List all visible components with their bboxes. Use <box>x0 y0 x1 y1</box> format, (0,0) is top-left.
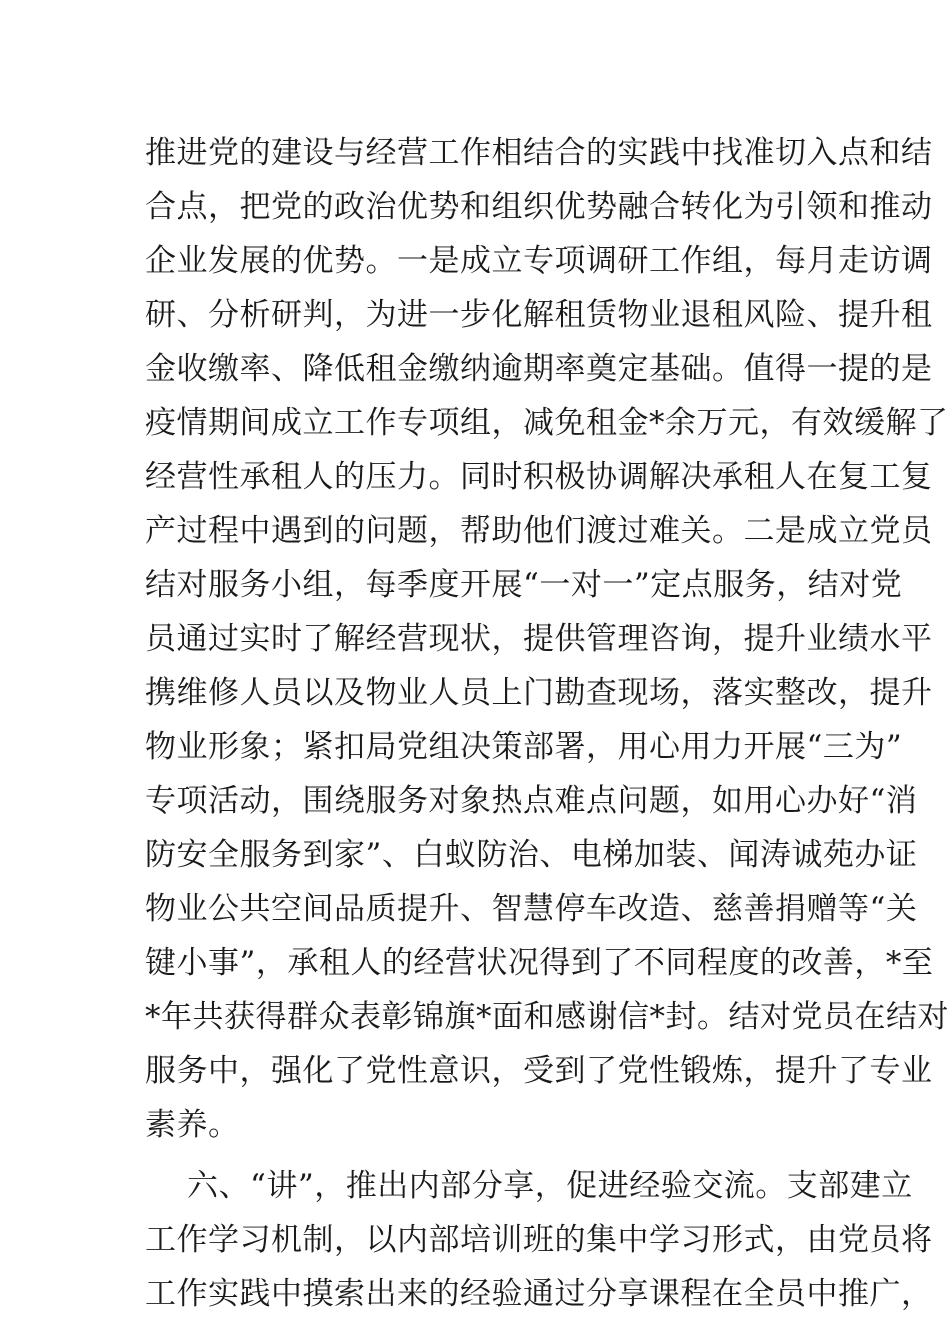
text-line-11: 携维修人员以及物业人员上门勘查现场，落实整改，提升 <box>145 675 933 711</box>
text-line-8: 产过程中遇到的问题，帮助他们渡过难关。二是成立党员 <box>145 513 933 549</box>
text-line-15: 物业公共空间品质提升、智慧停车改造、慈善捐赠等“关 <box>145 891 918 927</box>
text-line-7: 经营性承租人的压力。同时积极协调解决承租人在复工复 <box>145 459 933 495</box>
text-line-4: 研、分析研判，为进一步化解租赁物业退租风险、提升租 <box>145 297 933 333</box>
text-line-16: 键小事”，承租人的经营状况得到了不同程度的改善，*至 <box>145 945 934 981</box>
text-line-9: 结对服务小组，每季度开展“一对一”定点服务，结对党 <box>145 567 903 603</box>
text-line-13: 专项活动，围绕服务对象热点难点问题，如用心办好“消 <box>145 783 918 819</box>
text-line-14: 防安全服务到家”、白蚁防治、电梯加装、闻涛诚苑办证 <box>145 837 918 873</box>
text-line-3: 企业发展的优势。一是成立专项调研工作组，每月走访调 <box>145 243 933 279</box>
text-line-1: 推进党的建设与经营工作相结合的实践中找准切入点和结 <box>145 135 933 171</box>
text-line-10: 员通过实时了解经营现状，提供管理咨询，提升业绩水平 <box>145 621 933 657</box>
text-line-12: 物业形象；紧扣局党组决策部署，用心用力开展“三为” <box>145 729 903 765</box>
text-line-6: 疫情期间成立工作专项组，减免租金*余万元，有效缓解了 <box>145 405 949 441</box>
text-line-17: *年共获得群众表彰锦旗*面和感谢信*封。结对党员在结对 <box>145 999 949 1035</box>
section-heading-line: 六、“讲”，推出内部分享，促进经验交流。支部建立 <box>187 1168 913 1204</box>
text-line-21: 工作学习机制，以内部培训班的集中学习形式，由党员将 <box>145 1222 933 1258</box>
text-line-5: 金收缴率、降低租金缴纳逾期率奠定基础。值得一提的是 <box>145 351 933 387</box>
text-line-22: 工作实践中摸索出来的经验通过分享课程在全员中推广， <box>145 1276 933 1312</box>
text-line-19: 素养。 <box>145 1107 240 1143</box>
text-line-2: 合点，把党的政治优势和组织优势融合转化为引领和推动 <box>145 189 933 225</box>
text-line-18: 服务中，强化了党性意识，受到了党性锻炼，提升了专业 <box>145 1053 933 1089</box>
